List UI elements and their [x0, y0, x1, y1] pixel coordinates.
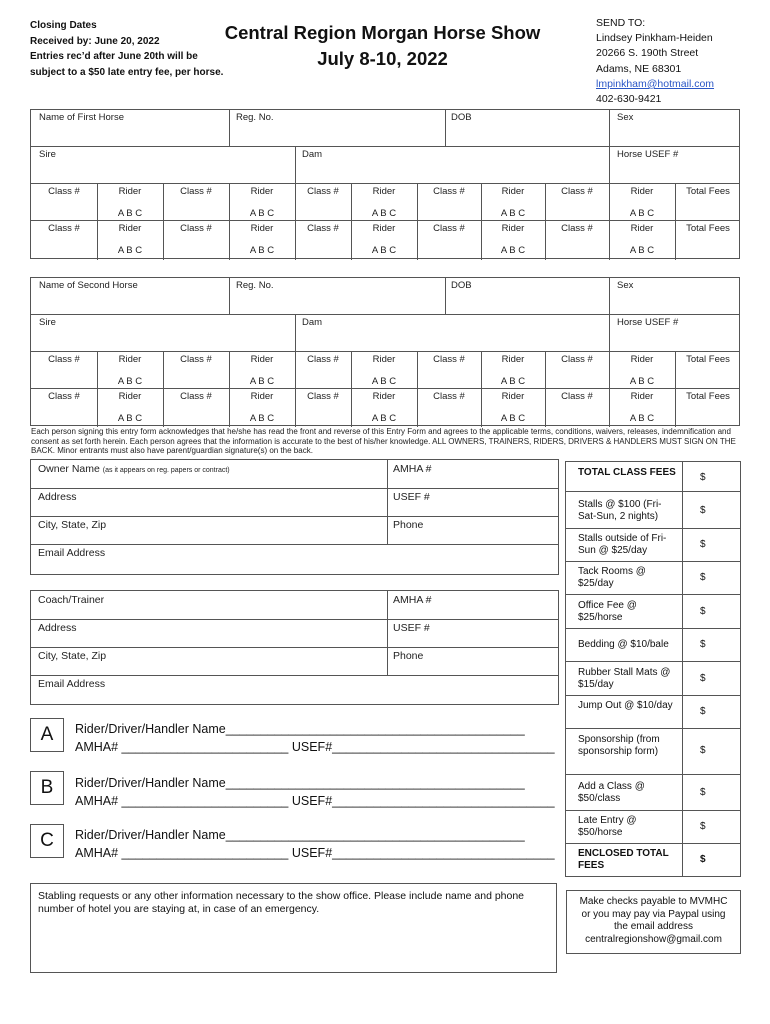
received-by-text: Received by: June 20, 2022 [30, 35, 160, 47]
class-number-field[interactable]: Class # [433, 354, 465, 365]
sex-field[interactable]: Sex [617, 280, 634, 291]
rider-field[interactable]: Rider [118, 223, 142, 234]
rider-field[interactable]: Rider [630, 354, 654, 365]
rider-c-fields[interactable] [75, 827, 555, 862]
class-number-field[interactable]: Class # [48, 354, 80, 365]
late-entry-line-2: subject to a $50 late entry fee, per horse. [30, 66, 224, 78]
owner-email-field[interactable]: Email Address [38, 547, 106, 559]
stabling-requests-box[interactable] [30, 883, 557, 973]
rider-abc-options[interactable]: A B C [249, 376, 275, 387]
fee-label: Sponsorship (from sponsorship form) [578, 734, 660, 757]
rider-b-name-line[interactable]: Rider/Driver/Handler Name___________________________________________ [75, 776, 525, 790]
total-fees-field[interactable]: Total Fees [686, 354, 730, 365]
send-to-block [596, 16, 714, 107]
rider-abc-options[interactable]: A B C [117, 245, 143, 256]
class-number-field[interactable]: Class # [433, 223, 465, 234]
class-number-field[interactable]: Class # [180, 186, 212, 197]
class-number-field[interactable]: Class # [307, 223, 339, 234]
class-number-field[interactable]: Class # [433, 391, 465, 402]
class-number-field[interactable]: Class # [180, 223, 212, 234]
send-to-phone: 402-630-9421 [596, 93, 662, 106]
payment-note-text: Make checks payable to MVMHC or you may pay via Paypal using the email address centralregionshow@gmail.com [579, 896, 728, 945]
fee-amount-field[interactable]: $ [700, 572, 706, 583]
coach-email-field[interactable]: Email Address [38, 678, 106, 690]
rider-abc-options[interactable]: A B C [371, 245, 397, 256]
rider-abc-options[interactable]: A B C [629, 413, 655, 424]
class-number-field[interactable]: Class # [561, 186, 593, 197]
fee-label: Rubber Stall Mats @ $15/day [578, 667, 671, 690]
rider-a-fields[interactable] [75, 721, 555, 756]
rider-abc-options[interactable]: A B C [249, 413, 275, 424]
send-to-label: SEND TO: [596, 17, 646, 29]
horse-1-section [30, 109, 740, 259]
rider-field[interactable]: Rider [250, 354, 274, 365]
rider-c-id-line[interactable]: AMHA# ________________________ USEF#________________________________ [75, 845, 555, 860]
horse-usef-field[interactable]: Horse USEF # [617, 317, 679, 328]
owner-address-field[interactable]: Address [38, 491, 77, 503]
rider-abc-options[interactable]: A B C [500, 208, 526, 219]
fee-amount-field[interactable]: $ [700, 706, 706, 717]
class-number-field[interactable]: Class # [433, 186, 465, 197]
rider-abc-options[interactable]: A B C [629, 376, 655, 387]
fee-amount-field[interactable]: $ [700, 787, 706, 798]
total-fees-field[interactable]: Total Fees [686, 186, 730, 197]
fee-label: Office Fee @ $25/horse [578, 600, 637, 623]
fee-label: Jump Out @ $10/day [578, 700, 673, 711]
owner-section [30, 459, 559, 575]
fee-label: TOTAL CLASS FEES [578, 467, 676, 478]
fee-amount-field[interactable]: $ [700, 472, 706, 483]
show-title: Central Region Morgan Horse Show [224, 22, 541, 43]
send-to-email-link[interactable]: lmpinkham@hotmail.com [596, 77, 715, 90]
owner-amha-field[interactable]: AMHA # [393, 463, 432, 475]
rider-c-name-line[interactable]: Rider/Driver/Handler Name___________________________________________ [75, 828, 525, 842]
rider-abc-options[interactable]: A B C [629, 208, 655, 219]
class-number-field[interactable]: Class # [48, 391, 80, 402]
closing-info [30, 18, 223, 80]
fee-row[interactable] [565, 775, 741, 811]
fee-row[interactable] [565, 562, 741, 595]
fee-row[interactable] [565, 811, 741, 844]
agreement-text: Each person signing this entry form acknowledges that he/she has read the front and reverse of this Entry Form and agrees to the applicable terms, conditions, waivers, releases, indemnification and consent as set forth herein. Each person agrees that the information is accurate to the best of his/her knowledge. ALL OWNERS, TRAINERS, RIDERS, DRIVERS & HANDLERS MUST SIGN ON THE BACK. Minor entrants must also have parent/guardian signature(s) on the back. [31, 427, 736, 456]
coach-section [30, 590, 559, 705]
send-to-street: 20266 S. 190th Street [596, 47, 699, 60]
rider-field[interactable]: Rider [118, 186, 142, 197]
class-number-field[interactable]: Class # [307, 391, 339, 402]
rider-b-fields[interactable] [75, 775, 555, 810]
fee-row[interactable] [565, 529, 741, 562]
rider-abc-options[interactable]: A B C [117, 208, 143, 219]
rider-field[interactable]: Rider [250, 186, 274, 197]
class-number-field[interactable]: Class # [307, 354, 339, 365]
owner-name-hint: (as it appears on reg. papers or contract) [102, 467, 230, 474]
rider-field[interactable]: Rider [118, 391, 142, 402]
rider-abc-options[interactable]: A B C [629, 245, 655, 256]
fee-amount-field[interactable]: $ [700, 745, 706, 756]
sex-field[interactable]: Sex [617, 112, 634, 123]
coach-city-field[interactable]: City, State, Zip [38, 650, 107, 662]
rider-abc-options[interactable]: A B C [117, 376, 143, 387]
rider-abc-options[interactable]: A B C [249, 245, 275, 256]
rider-abc-options[interactable]: A B C [500, 245, 526, 256]
late-entry-line-1: Entries rec’d after June 20th will be [30, 51, 198, 62]
owner-name-label: Owner Name [38, 463, 100, 475]
reg-no-field[interactable]: Reg. No. [236, 280, 274, 291]
rider-field[interactable]: Rider [372, 354, 396, 365]
rider-field[interactable]: Rider [630, 223, 654, 234]
fee-amount-field[interactable]: $ [700, 505, 706, 516]
fee-label: Tack Rooms @ $25/day [578, 566, 646, 589]
rider-abc-options[interactable]: A B C [500, 413, 526, 424]
rider-field[interactable]: Rider [501, 186, 525, 197]
fee-row[interactable] [565, 595, 741, 629]
rider-field[interactable]: Rider [372, 186, 396, 197]
rider-field[interactable]: Rider [630, 186, 654, 197]
closing-dates-label: Closing Dates [30, 20, 97, 31]
rider-abc-options[interactable]: A B C [500, 376, 526, 387]
rider-field[interactable]: Rider [372, 223, 396, 234]
rider-field[interactable]: Rider [118, 354, 142, 365]
dam-field[interactable]: Dam [302, 149, 323, 160]
fee-row[interactable] [565, 629, 741, 662]
stabling-note-text: Stabling requests or any other information necessary to the show office. Please include name and phone number of hotel you are staying at, in case of an emergency. [38, 890, 525, 915]
fee-row[interactable] [565, 461, 741, 492]
class-number-field[interactable]: Class # [561, 223, 593, 234]
coach-name-field[interactable]: Coach/Trainer [38, 594, 105, 606]
class-number-field[interactable]: Class # [307, 186, 339, 197]
rider-field[interactable]: Rider [501, 354, 525, 365]
fee-amount-field[interactable]: $ [700, 821, 706, 832]
owner-name-field[interactable] [38, 463, 230, 475]
class-number-field[interactable]: Class # [48, 186, 80, 197]
dam-field[interactable]: Dam [302, 317, 323, 328]
rider-field[interactable]: Rider [250, 391, 274, 402]
fee-row[interactable] [565, 696, 741, 729]
fee-label: Stalls @ $100 (Fri-Sat-Sun, 2 nights) [578, 499, 662, 522]
rider-abc-options[interactable]: A B C [249, 208, 275, 219]
fee-amount-field[interactable]: $ [700, 539, 706, 550]
rider-field[interactable]: Rider [630, 391, 654, 402]
rider-abc-options[interactable]: A B C [117, 413, 143, 424]
fee-row[interactable] [565, 729, 741, 775]
coach-address-field[interactable]: Address [38, 622, 77, 634]
rider-field[interactable]: Rider [250, 223, 274, 234]
owner-city-field[interactable]: City, State, Zip [38, 519, 107, 531]
dob-field[interactable]: DOB [451, 112, 472, 123]
payment-note-box [566, 890, 741, 954]
class-number-field[interactable]: Class # [561, 354, 593, 365]
rider-a-name-line[interactable]: Rider/Driver/Handler Name___________________________________________ [75, 722, 525, 736]
fee-amount-field[interactable]: $ [700, 639, 706, 650]
send-to-name: Lindsey Pinkham-Heiden [596, 32, 713, 45]
rider-c-letter: C [30, 824, 64, 858]
sire-field[interactable]: Sire [39, 149, 56, 160]
fee-row[interactable] [565, 492, 741, 529]
owner-usef-field[interactable]: USEF # [393, 491, 430, 503]
owner-phone-field[interactable]: Phone [393, 519, 424, 531]
class-number-field[interactable]: Class # [180, 354, 212, 365]
coach-amha-field[interactable]: AMHA # [393, 594, 432, 606]
horse-name-field[interactable]: Name of Second Horse [39, 280, 138, 291]
fee-label: Late Entry @ $50/horse [578, 815, 637, 838]
fee-amount-field[interactable]: $ [700, 606, 706, 617]
show-dates: July 8-10, 2022 [317, 48, 448, 69]
rider-abc-options[interactable]: A B C [371, 208, 397, 219]
fee-label: Bedding @ $10/bale [578, 639, 669, 650]
coach-phone-field[interactable]: Phone [393, 650, 424, 662]
class-number-field[interactable]: Class # [48, 223, 80, 234]
sire-field[interactable]: Sire [39, 317, 56, 328]
fee-label: Stalls outside of Fri-Sun @ $25/day [578, 533, 667, 556]
rider-field[interactable]: Rider [501, 391, 525, 402]
horse-usef-field[interactable]: Horse USEF # [617, 149, 679, 160]
rider-field[interactable]: Rider [372, 391, 396, 402]
fee-row[interactable] [565, 662, 741, 696]
rider-a-id-line[interactable]: AMHA# ________________________ USEF#________________________________ [75, 739, 555, 754]
total-fees-field[interactable]: Total Fees [686, 391, 730, 402]
fee-label: Add a Class @ $50/class [578, 781, 645, 804]
rider-abc-options[interactable]: A B C [371, 413, 397, 424]
rider-b-id-line[interactable]: AMHA# ________________________ USEF#________________________________ [75, 793, 555, 808]
reg-no-field[interactable]: Reg. No. [236, 112, 274, 123]
class-number-field[interactable]: Class # [180, 391, 212, 402]
coach-usef-field[interactable]: USEF # [393, 622, 430, 634]
rider-a-letter: A [30, 718, 64, 752]
horse-2-section [30, 277, 740, 426]
total-fees-field[interactable]: Total Fees [686, 223, 730, 234]
send-to-city: Adams, NE 68301 [596, 62, 682, 75]
class-number-field[interactable]: Class # [561, 391, 593, 402]
rider-field[interactable]: Rider [501, 223, 525, 234]
fee-row[interactable] [565, 844, 741, 877]
horse-name-field[interactable]: Name of First Horse [39, 112, 124, 123]
show-title-block [200, 20, 565, 72]
fee-amount-field[interactable]: $ [700, 854, 706, 865]
rider-b-letter: B [30, 771, 64, 805]
rider-abc-options[interactable]: A B C [371, 376, 397, 387]
fee-amount-field[interactable]: $ [700, 673, 706, 684]
fee-label: ENCLOSED TOTAL FEES [578, 848, 669, 871]
dob-field[interactable]: DOB [451, 280, 472, 291]
